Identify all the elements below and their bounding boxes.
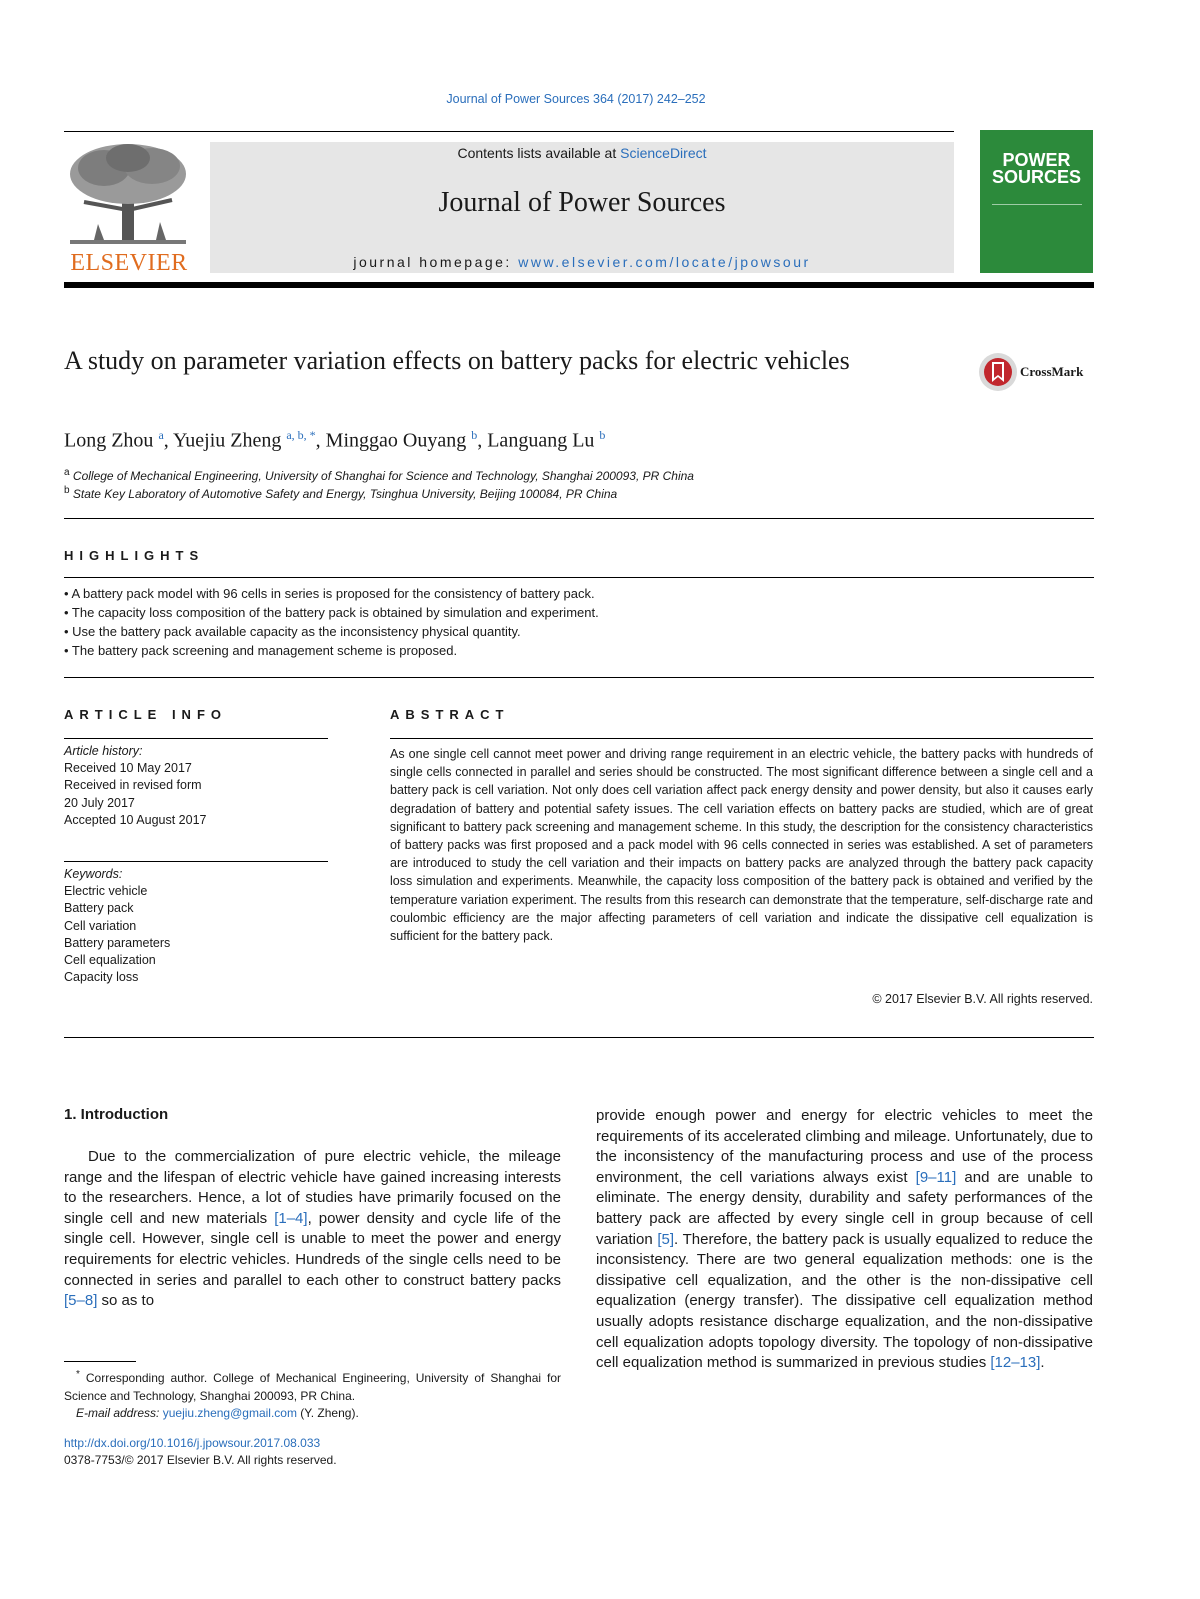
keyword: Cell variation [64, 918, 137, 933]
crossmark-label[interactable]: CrossMark [1020, 364, 1084, 379]
author-affiliation-mark[interactable]: b [599, 428, 606, 442]
author-name[interactable]: Yuejiu Zheng [173, 429, 282, 452]
paragraph-text: . Therefore, the battery pack is usually equalized to reduce the inconsistency. There are two general equalization methods: one is the dissipative cell equalization, and the other is the non-dissipative cell equalization (energy transfer). The dissipative cell equalization method usually adopts resistance discharge equalization, and the non-dissipative cell equalization adopts topology diversity. The topology of non-dissipative cell equalization method is summarized in previous studies [596, 1230, 1093, 1372]
article-history [64, 743, 206, 829]
crossmark-icon [978, 352, 1018, 392]
history-line: Received in revised form [64, 778, 202, 793]
keyword: Battery parameters [64, 935, 171, 950]
highlight-item: • Use the battery pack available capacity as the inconsistency physical quantity. [64, 624, 521, 639]
paragraph-text: so as to [97, 1292, 155, 1310]
author-name[interactable]: Languang Lu [487, 429, 595, 452]
footnote-rule [64, 1361, 136, 1362]
author-affiliation-mark[interactable]: a [158, 428, 164, 442]
author-name[interactable]: Minggao Ouyang [325, 429, 467, 452]
paragraph-text: and are unable to eliminate. The energy density, durability and safety performances of the battery pack are affected by every single cell in group because of cell variation [596, 1168, 1093, 1248]
highlight-item: • The battery pack screening and management scheme is proposed. [64, 643, 458, 658]
divider [64, 861, 328, 862]
footnote-line [64, 1366, 561, 1405]
footnote-mark: * [76, 1369, 80, 1380]
highlights-heading: HIGHLIGHTS [64, 548, 205, 563]
author-affiliation-mark[interactable]: b [471, 428, 478, 442]
cover-title-line1: POWER [1002, 150, 1071, 170]
reference-link[interactable]: [5–8] [64, 1292, 98, 1310]
keyword: Electric vehicle [64, 884, 148, 899]
reference-link[interactable]: [9–11] [915, 1168, 957, 1186]
divider [64, 738, 328, 739]
abstract-copyright: © 2017 Elsevier B.V. All rights reserved. [872, 992, 1093, 1006]
email-link[interactable]: yuejiu.zheng@gmail.com [162, 1406, 297, 1420]
divider [64, 518, 1094, 519]
email-line [64, 1405, 561, 1423]
journal-title: Journal of Power Sources [438, 187, 726, 218]
affiliation-text: College of Mechanical Engineering, University of Shanghai for Science and Technology, Shanghai 200093, PR China [72, 469, 694, 483]
cover-divider [992, 204, 1082, 205]
issn-line: 0378-7753/© 2017 Elsevier B.V. All rights reserved. [64, 1453, 337, 1467]
article-info-heading: ARTICLE INFO [64, 707, 227, 722]
crossmark-badge[interactable] [978, 352, 1018, 392]
divider [64, 577, 1094, 578]
cover-title [980, 152, 1093, 186]
highlight-item: • The capacity loss composition of the battery pack is obtained by simulation and experiment. [64, 605, 599, 620]
paragraph-text: Due to the commercialization of pure electric vehicle, the mileage range and the lifespan of electric vehicle have gained increasing interests to the researchers. Hence, a lot of studies have primarily focused on the single cell and new materials [64, 1148, 561, 1227]
doi-link[interactable]: http://dx.doi.org/10.1016/j.jpowsour.2017.08.033 [64, 1436, 321, 1450]
divider [64, 677, 1094, 678]
homepage-link[interactable]: www.elsevier.com/locate/jpowsour [518, 254, 811, 270]
tree-icon [64, 140, 192, 250]
homepage-prefix: journal homepage: [353, 254, 512, 270]
email-suffix: (Y. Zheng). [296, 1406, 359, 1420]
affiliation-text: State Key Laboratory of Automotive Safety and Energy, Tsinghua University, Beijing 100084, PR China [72, 487, 618, 501]
history-line: 20 July 2017 [64, 795, 135, 810]
history-label: Article history: [64, 744, 143, 758]
affiliation [64, 485, 617, 501]
corresponding-author-footnote [64, 1366, 561, 1423]
keyword: Cell equalization [64, 953, 156, 968]
highlight-item: • A battery pack model with 96 cells in series is proposed for the consistency of battery pack. [64, 586, 595, 601]
divider [64, 1037, 1094, 1038]
paragraph-text: provide enough power and energy for electric vehicles to meet the requirements of its accelerated climbing and mileage. Unfortunately, due to the inconsistency of the manufacturing process and use of the process environment, the cell variations always exist [596, 1107, 1093, 1186]
body-paragraph-left [64, 1147, 561, 1312]
contents-prefix: Contents lists available at [457, 145, 617, 161]
keyword: Capacity loss [64, 970, 139, 985]
contents-line [210, 145, 954, 161]
cover-title-line2: SOURCES [991, 167, 1081, 187]
header-thick-rule [64, 282, 1094, 288]
reference-link[interactable]: [5] [657, 1230, 675, 1248]
paragraph-text: . [1040, 1354, 1045, 1372]
author-name[interactable]: Long Zhou [64, 429, 154, 452]
section-heading: 1. Introduction [64, 1106, 169, 1123]
article-title: A study on parameter variation effects on battery packs for electric vehicles [64, 346, 850, 375]
history-line: Received 10 May 2017 [64, 761, 192, 776]
divider [390, 738, 1093, 739]
abstract-heading: ABSTRACT [390, 707, 510, 722]
reference-link[interactable]: [1–4] [274, 1209, 308, 1227]
affiliation-mark: a [64, 467, 70, 478]
sciencedirect-link[interactable]: ScienceDirect [620, 145, 707, 161]
paragraph-text: , power density and cycle life of the single cell. However, single cell is unable to meet the power and energy requirements for electric vehicles. Hundreds of the single cells need to be connected in series and parallel to each other to construct battery packs [64, 1209, 561, 1289]
keywords-label: Keywords: [64, 867, 123, 881]
affiliation [64, 467, 694, 483]
keyword: Battery pack [64, 901, 134, 916]
homepage-line [210, 254, 954, 270]
author-list: Long Zhou $^a$, Yuejiu Zheng $^{a, b, *}$, Minggao Ouyang $^b$, Languang Lu $^b$ [64, 428, 606, 452]
journal-citation[interactable]: Journal of Power Sources 364 (2017) 242–252 [446, 92, 706, 106]
keywords-block [64, 866, 170, 986]
body-paragraph-right [596, 1106, 1093, 1374]
author-affiliation-mark[interactable]: a, b, * [286, 428, 316, 442]
history-line: Accepted 10 August 2017 [64, 812, 207, 827]
footnote-text: Corresponding author. College of Mechanical Engineering, University of Shanghai for Science and Technology, Shanghai 200093, PR China. [64, 1371, 561, 1403]
abstract-text: As one single cell cannot meet power and driving range requirement in an electric vehicle, the battery packs with hundreds of single cells connected in parallel and series should be constructed. The most significant difference between a single cell and a battery pack is cell variation. Not only does cell variation affect pack energy density and power density, but also it causes early degradation of battery and potential safety issues. The cell variation effects on battery packs are studied, which are of great significant to battery pack screening and management scheme. In this study, the description for the consistency characteristics of battery packs was first proposed and a pack model with 96 cells connected in series was established. A set of parameters are introduced to study the cell variation and their impacts on battery packs are analyzed through the battery pack capacity loss simulation and experiments. Meanwhile, the capacity loss composition of the battery pack is obtained and verified by the temperature variation experiment. The results from this research can demonstrate that the temperature, self-discharge rate and coulombic efficiency are the major affecting parameters of cell variation and indicate the dissipative cell equalization is sufficient for the battery pack. [390, 747, 1093, 944]
elsevier-wordmark: ELSEVIER [70, 250, 188, 276]
header-top-rule [64, 131, 954, 132]
reference-link[interactable]: [12–13] [990, 1354, 1041, 1372]
affiliation-mark: b [64, 485, 70, 496]
email-label: E-mail address: [76, 1406, 160, 1420]
